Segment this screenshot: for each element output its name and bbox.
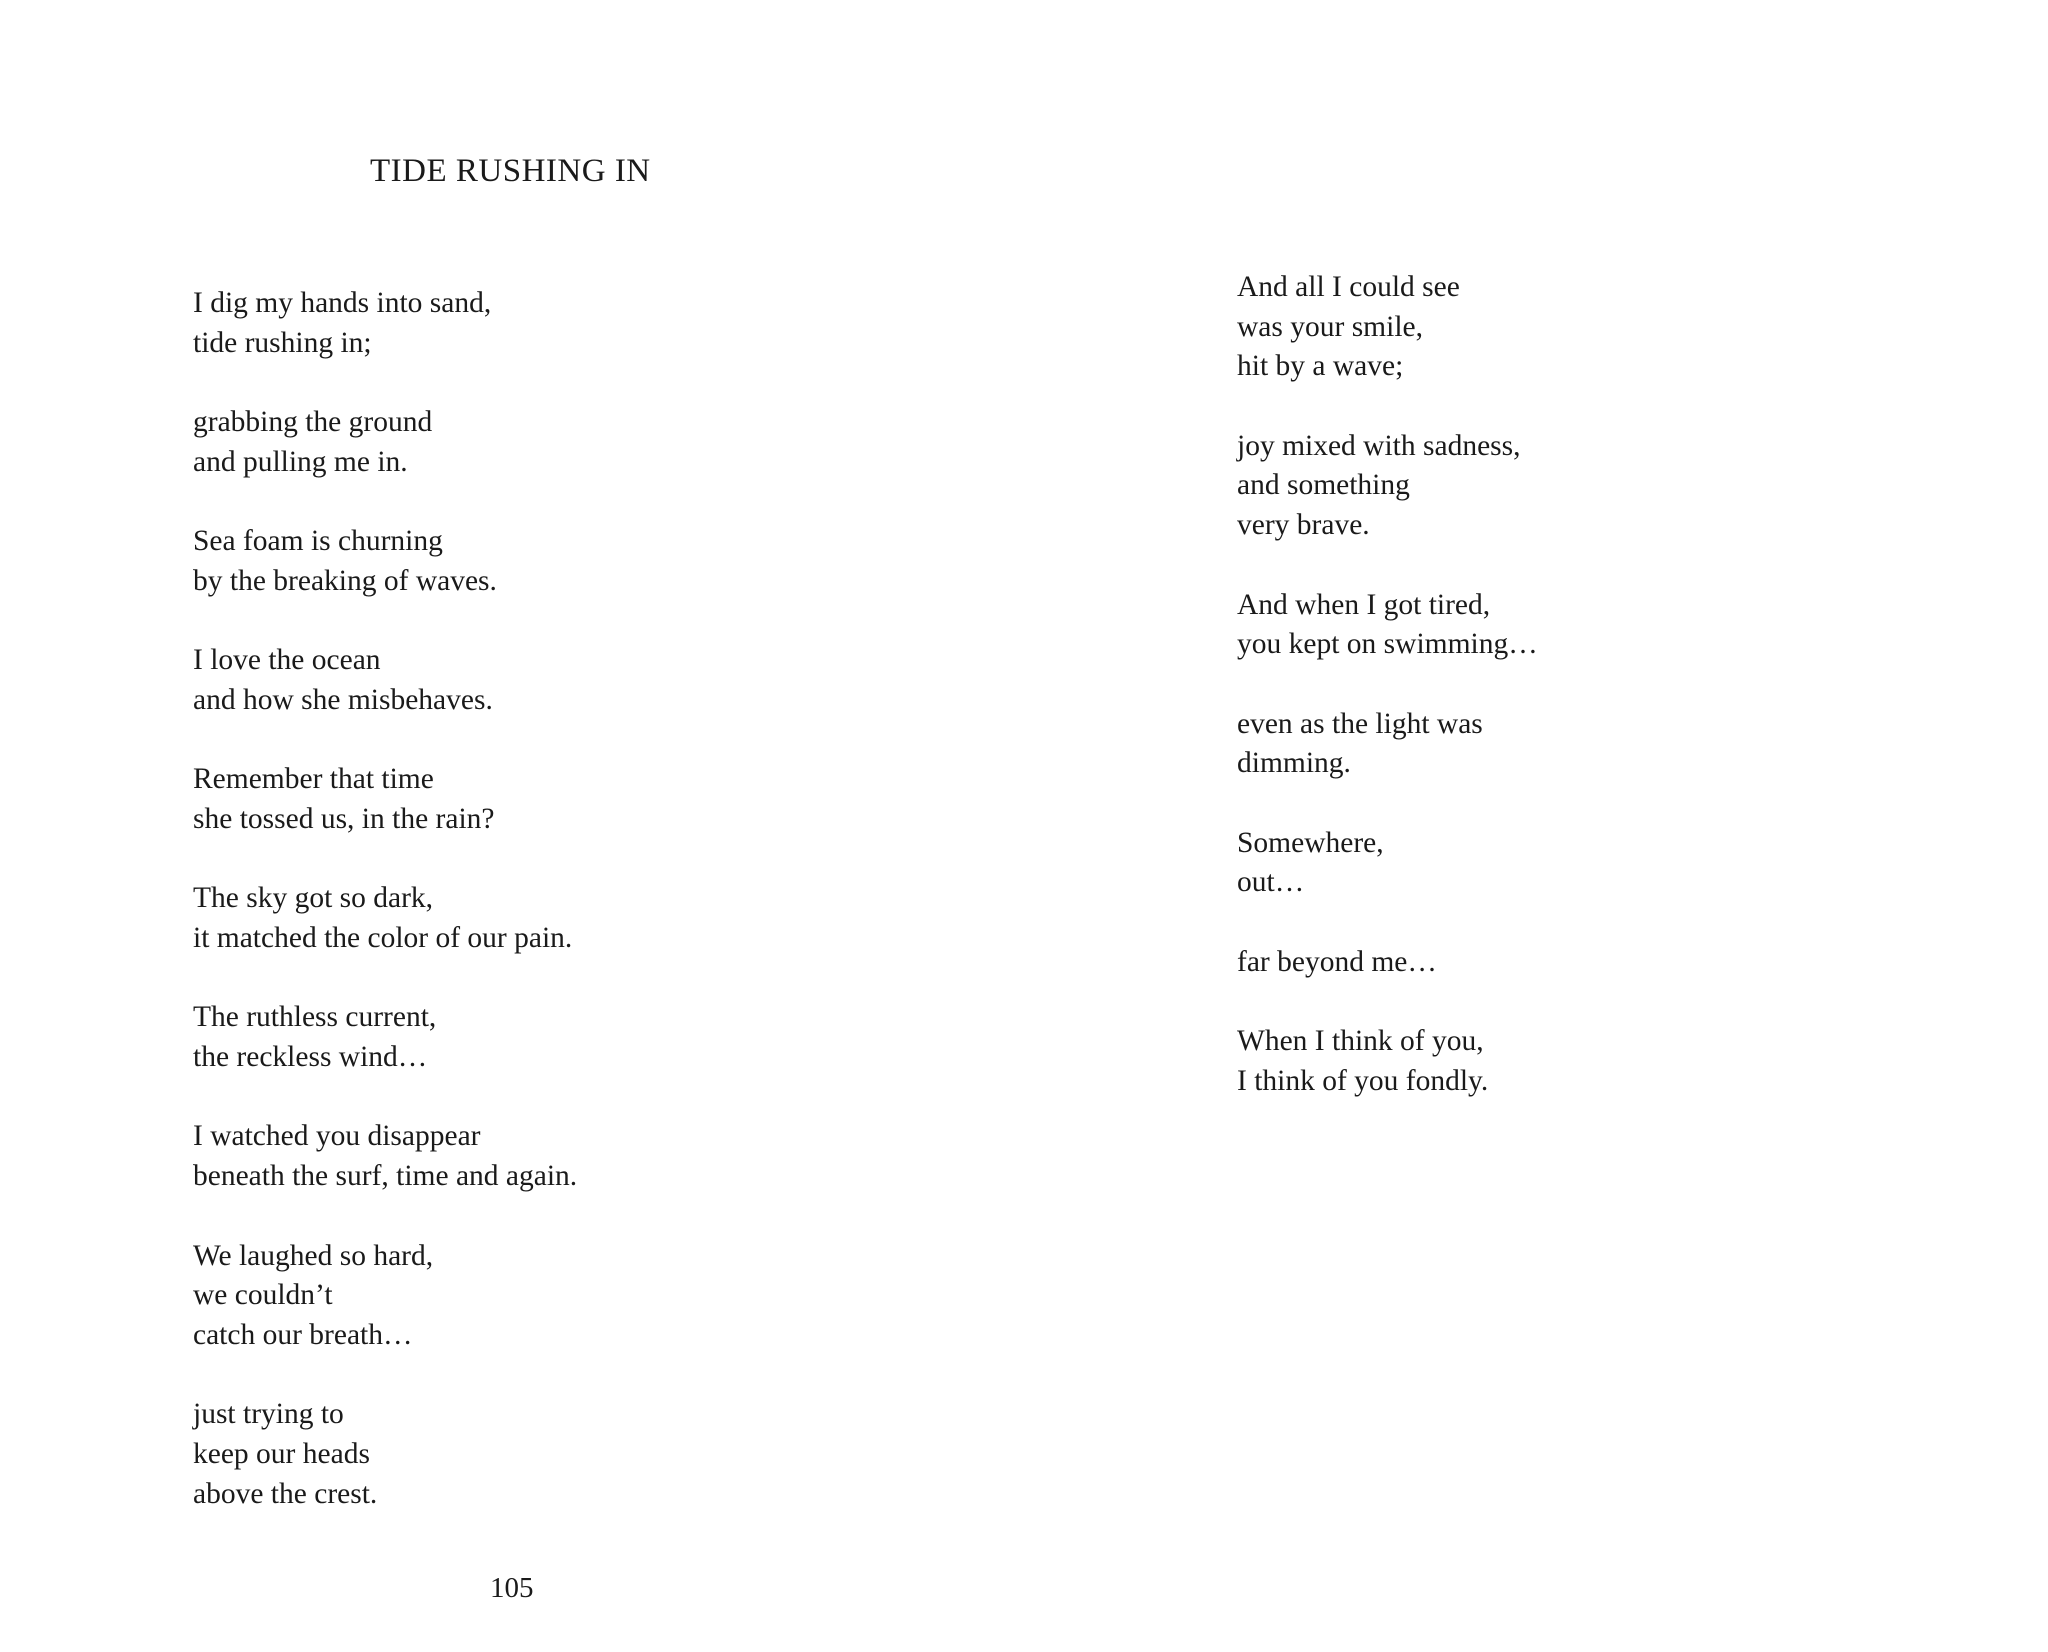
poem-line: out… xyxy=(1237,866,1305,899)
stanza xyxy=(193,879,577,958)
stanza xyxy=(1237,705,1538,784)
poem-line: even as the light was xyxy=(1237,707,1483,740)
stanza xyxy=(1237,427,1538,546)
poem-line: she tossed us, in the rain? xyxy=(193,802,495,835)
poem-line: by the breaking of waves. xyxy=(193,564,497,597)
stanza xyxy=(193,641,577,720)
poem-line: keep our heads xyxy=(193,1437,370,1470)
poem-line: We laughed so hard, xyxy=(193,1239,434,1272)
poem-line: just trying to xyxy=(193,1398,344,1431)
stanza xyxy=(1237,268,1538,387)
poem-line: was your smile, xyxy=(1237,310,1423,343)
stanza xyxy=(193,1117,577,1196)
poem-line: The sky got so dark, xyxy=(193,882,434,915)
poem-line: beneath the surf, time and again. xyxy=(193,1160,578,1193)
stanza xyxy=(1237,1022,1538,1101)
poem-line: Sea foam is churning xyxy=(193,525,443,558)
poem-left-column xyxy=(193,284,577,1514)
poem-line: and pulling me in. xyxy=(193,445,408,478)
poem-line: And when I got tired, xyxy=(1237,588,1491,621)
poem-right-column xyxy=(1237,268,1538,1101)
stanza xyxy=(193,998,577,1077)
poem-line: hit by a wave; xyxy=(1237,350,1404,383)
poem-line: far beyond me… xyxy=(1237,945,1437,978)
poem-line: and something xyxy=(1237,469,1410,502)
poem-line: tide rushing in; xyxy=(193,326,372,359)
poem-title: TIDE RUSHING IN xyxy=(370,153,651,189)
poem-line: When I think of you, xyxy=(1237,1025,1484,1058)
stanza xyxy=(1237,943,1538,983)
stanza xyxy=(1237,586,1538,665)
poem-line: Somewhere, xyxy=(1237,826,1384,859)
poem-line: dimming. xyxy=(1237,747,1351,780)
poem-line: it matched the color of our pain. xyxy=(193,922,573,954)
stanza xyxy=(1237,824,1538,903)
stanza xyxy=(193,1237,577,1356)
poem-line: very brave. xyxy=(1237,509,1370,542)
poem-line: catch our breath… xyxy=(193,1318,413,1351)
stanza xyxy=(193,1395,577,1514)
poem-line: grabbing the ground xyxy=(193,406,433,439)
poem-line: I watched you disappear xyxy=(193,1120,481,1153)
poem-line: I think of you fondly. xyxy=(1237,1064,1489,1097)
stanza xyxy=(193,522,577,601)
poem-line: above the crest. xyxy=(193,1477,378,1510)
poem-line: joy mixed with sadness, xyxy=(1237,429,1521,462)
poem-line: I dig my hands into sand, xyxy=(193,287,492,319)
stanza xyxy=(193,284,577,363)
poem-line: and how she misbehaves. xyxy=(193,683,493,716)
poem-line: Remember that time xyxy=(193,763,434,796)
poem-line: And all I could see xyxy=(1237,271,1460,303)
stanza xyxy=(193,760,577,839)
poem-line: you kept on swimming… xyxy=(1237,628,1538,661)
stanza xyxy=(193,403,577,482)
poem-line: the reckless wind… xyxy=(193,1041,428,1074)
poem-line: The ruthless current, xyxy=(193,1001,437,1034)
page-number: 105 xyxy=(490,1572,534,1604)
poem-line: we couldn’t xyxy=(193,1279,333,1312)
poem-line: I love the ocean xyxy=(193,644,381,677)
